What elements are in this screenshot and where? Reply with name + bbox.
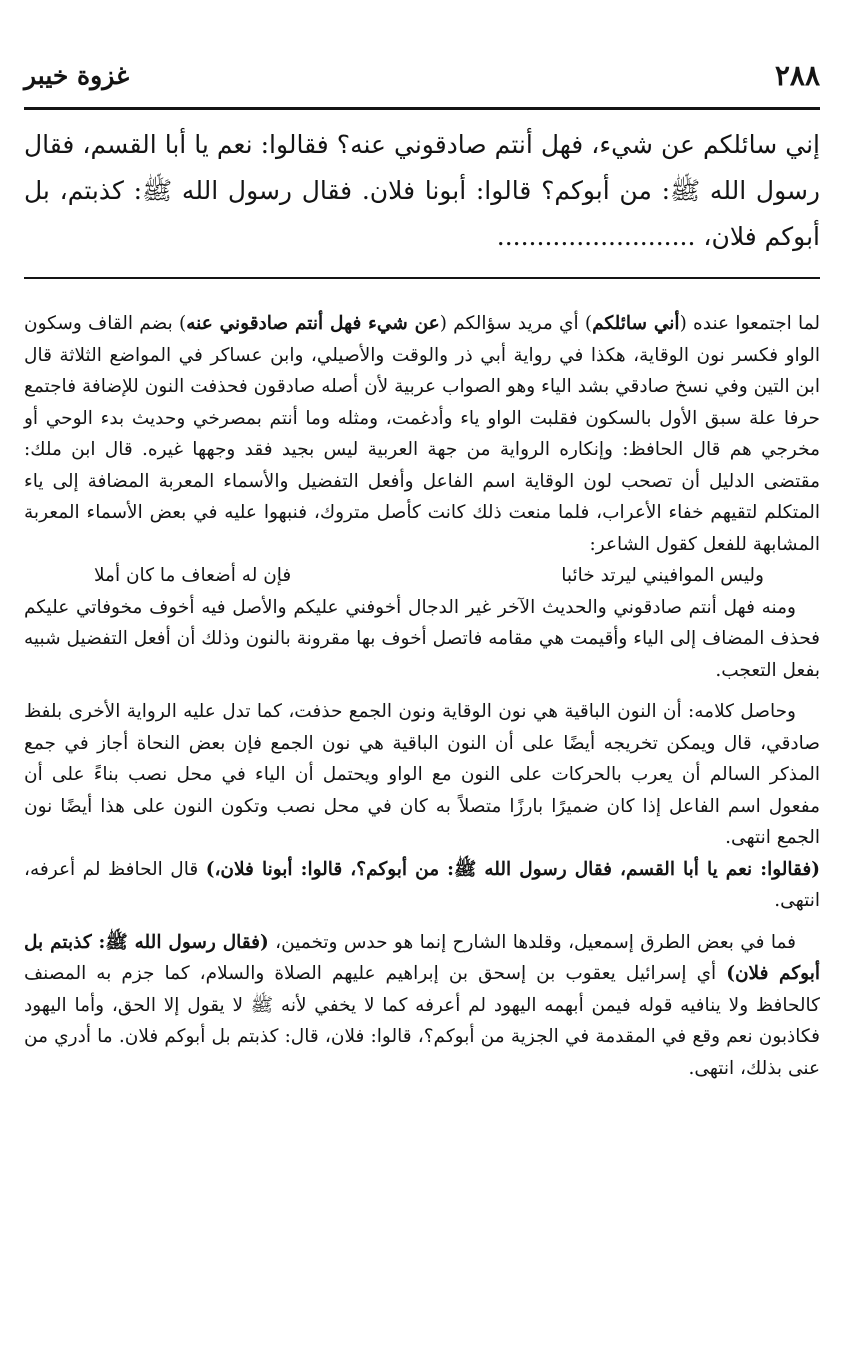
verse-second-hemistich: فإن له أضعاف ما كان أملا	[94, 565, 292, 586]
text-run: قال الحافظ لم أعرفه، انتهى.	[24, 858, 820, 911]
text-run: أي إسرائيل يعقوب بن إسحق بن إبراهيم عليهم الصلاة والسلام، كما جزم به المصنف كالحافظ ولا ينافيه قوله فيمن أبهمه اليهود لم أعرفه كما لا يخفي لأنه ﷺ لا يقول إلا الحق، وأما اليهود فكاذبون نعم وقع في المقدمة في الجزية من أبوكم؟، قالوا: فلان، قال: كذبتم بل أبوكم فلان. ما أدري من عنى بذلك، انتهى.	[24, 963, 820, 1079]
text-run: ) بضم القاف وسكون الواو فكسر نون الوقاية، هكذا في رواية أبي ذر والوقت والأصيلي، وابن عساكر في المواضع الثلاثة قال ابن التين وفي نسخ صادقي بشد الياء وهو الصواب عربية لأن أصله صادقون فحذفت النون للإضافة فاجتمع حرفا علة سبق الأول بالسكون فقلبت الواو ياء وأدغمت، ومثله وما أنتم بمصرخي وحديث بدء الوحي أو مخرجي هم قال الحافظ: وإنكاره الرواية من جهة العربية ليس بجيد فقد وجهها غيره. قال ابن ملك: مقتضى الدليل أن تصحب لون الوقاية اسم الفاعل وأفعل التفضيل والأسماء المعربة المضافة إلى ياء المتكلم لتقيهم خفاء الأعراب، فلما منعت ذلك كانت كأصل متروك، فنبهوا عليه في بعض الأسماء المعربة المشابهة للفعل كقول الشاعر:	[24, 313, 820, 555]
commentary	[24, 308, 820, 1084]
running-title: غزوة خيبر	[24, 61, 130, 90]
verse-first-hemistich: وليس الموافيني ليرتد خائبا	[561, 565, 764, 586]
quoted-phrase: عن شيء فهل أنتم صادقوني عنه	[186, 313, 440, 334]
divider-rule	[24, 277, 820, 279]
text-run: لما اجتمعوا عنده (	[679, 313, 821, 334]
commentary-paragraph-1	[24, 308, 820, 560]
quoted-phrase: (فقال رسول الله ﷺ: كذبتم بل أبوكم فلان)	[24, 931, 820, 984]
hadith-body: إني سائلكم عن شيء، فهل أنتم صادقوني عنه؟ فقالوا: نعم يا أبا القسم، فقال رسول الله ﷺ: من أبوكم؟ قالوا: أبونا فلان. فقال رسول الله ﷺ: كذبتم، بل أبوكم فلان،	[24, 130, 820, 251]
ellipsis: .........................	[496, 222, 696, 251]
text-run: ) أي مريد سؤالكم (	[439, 313, 593, 334]
page-number: ٢٨٨	[774, 59, 820, 92]
page-header	[24, 56, 820, 100]
commentary-paragraph-4	[24, 854, 820, 917]
text-run: فما في بعض الطرق إسمعيل، وقلدها الشارح إنما هو حدس وتخمين،	[268, 931, 796, 953]
commentary-paragraph-2: ومنه فهل أنتم صادقوني والحديث الآخر غير الدجال أخوفني عليكم والأصل فيه أخوف مخوفاتي عليكم فحذف المضاف إلى الياء وأقيمت هي مقامه فاتصل أخوف بها مقرونة بالنون وذلك أن أفعل التفضيل شبيه بفعل التعجب.	[24, 596, 820, 681]
hadith-paragraph	[24, 122, 820, 260]
quoted-phrase: (فقالوا: نعم يا أبا القسم، فقال رسول الله ﷺ: من أبوكم؟، قالوا: أبونا فلان،)	[205, 858, 820, 880]
commentary-paragraph-5	[24, 927, 820, 1085]
commentary-paragraph-3: وحاصل كلامه: أن النون الباقية هي نون الوقاية ونون الجمع حذفت، كما تدل عليه الرواية الأخرى بلفظ صادقي، قال ويمكن تخريجه أيضًا على أن النون الباقية هي نون الجمع فإن بعض النحاة أجاز في جمع المذكر السالم أن يعرب بالحركات على النون مع الواو ويحتمل أن الياء في محل نصب بناءً على أن مفعول اسم الفاعل إذا كان ضميرًا بارزًا متصلاً به كان في محل نصب وتكون النون على هذا أيضًا نون الجمع انتهى.	[24, 701, 820, 848]
quoted-phrase: أني سائلكم	[592, 313, 680, 334]
hadith-text	[24, 122, 820, 260]
poetry-verse	[24, 560, 820, 592]
header-rule	[24, 107, 820, 110]
